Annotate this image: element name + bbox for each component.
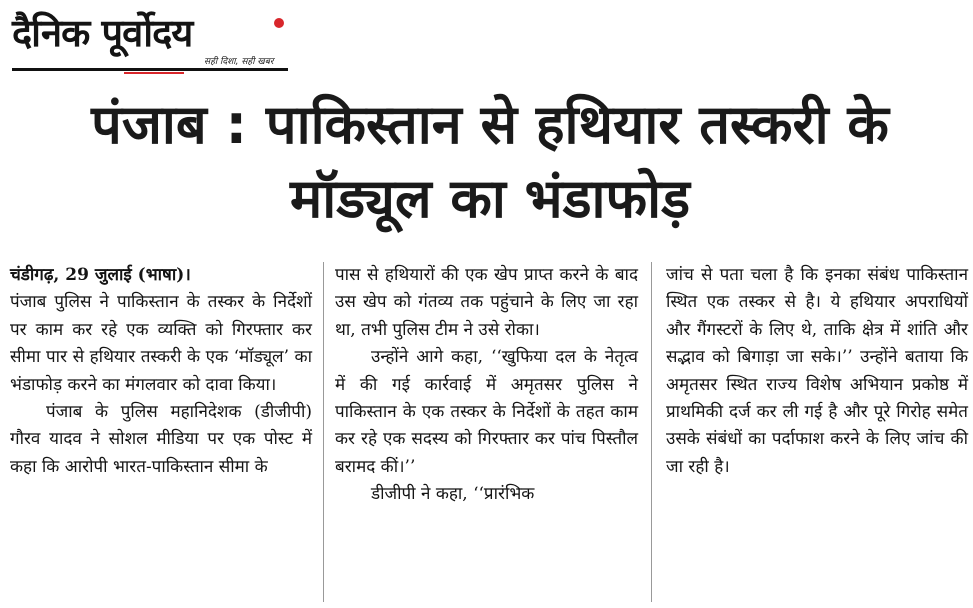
newspaper-logo: दैनिक पूर्वोदय	[12, 11, 193, 55]
article-column-3	[666, 262, 968, 481]
article-column-1	[10, 262, 312, 481]
article-headline: पंजाब : पाकिस्तान से हथियार तस्करी के मॉड्यूल का भंडाफोड़	[91, 93, 889, 230]
masthead-rule	[12, 68, 288, 71]
body-paragraph: पंजाब पुलिस ने पाकिस्तान के तस्कर के निर्देशों पर काम कर रहे एक व्यक्ति को गिरफ्तार कर सीमा पार से हथियार तस्करी के एक ‘मॉड्यूल’ का भंडाफोड़ करने का मंगलवार को दावा किया।	[10, 292, 312, 395]
dateline: चंडीगढ़, 29 जुलाई (भाषा)।	[10, 265, 191, 285]
newspaper-tagline: सही दिशा, सही खबर	[204, 57, 274, 67]
body-paragraph: उन्होंने आगे कहा, ‘‘खुफिया दल के नेतृत्व में की गई कार्रवाई में अमृतसर पुलिस ने पाकिस्तान के एक तस्कर के निर्देशों के तहत काम कर रहे एक सदस्य को गिरफ्तार कर पांच पिस्तौल बरामद कीं।’’	[335, 347, 638, 477]
body-paragraph: जांच से पता चला है कि इनका संबंध पाकिस्तान स्थित एक तस्कर से है। ये हथियार अपराधियों और गैंगस्टरों के लिए थे, ताकि क्षेत्र में शांति और सद्भाव को बिगाड़ा जा सके।’’ उन्होंने बताया कि अमृतसर स्थित राज्य विशेष अभियान प्रकोष्ठ में प्राथमिकी दर्ज कर ली गई है और पूरे गिरोह समेत उसके संबंधों का पर्दाफाश करने के लिए जांच की जा रही है।	[666, 265, 968, 477]
body-paragraph: डीजीपी ने कहा, ‘‘प्रारंभिक	[371, 484, 535, 505]
masthead-red-rule	[124, 72, 184, 74]
body-paragraph: पास से हथियारों की एक खेप प्राप्त करने के बाद उस खेप को गंतव्य तक पहुंचाने के लिए जा रहा था, तभी पुलिस टीम ने उसे रोका।	[335, 265, 638, 340]
dateline-paragraph	[10, 262, 312, 289]
article-column-2	[335, 262, 638, 509]
column-divider	[651, 262, 652, 602]
column-divider	[323, 262, 324, 602]
masthead	[12, 8, 288, 74]
body-paragraph: पंजाब के पुलिस महानिदेशक (डीजीपी) गौरव यादव ने सोशल मीडिया पर एक पोस्ट में कहा कि आरोपी भारत-पाकिस्तान सीमा के	[10, 402, 312, 477]
logo-red-dot	[274, 18, 284, 28]
